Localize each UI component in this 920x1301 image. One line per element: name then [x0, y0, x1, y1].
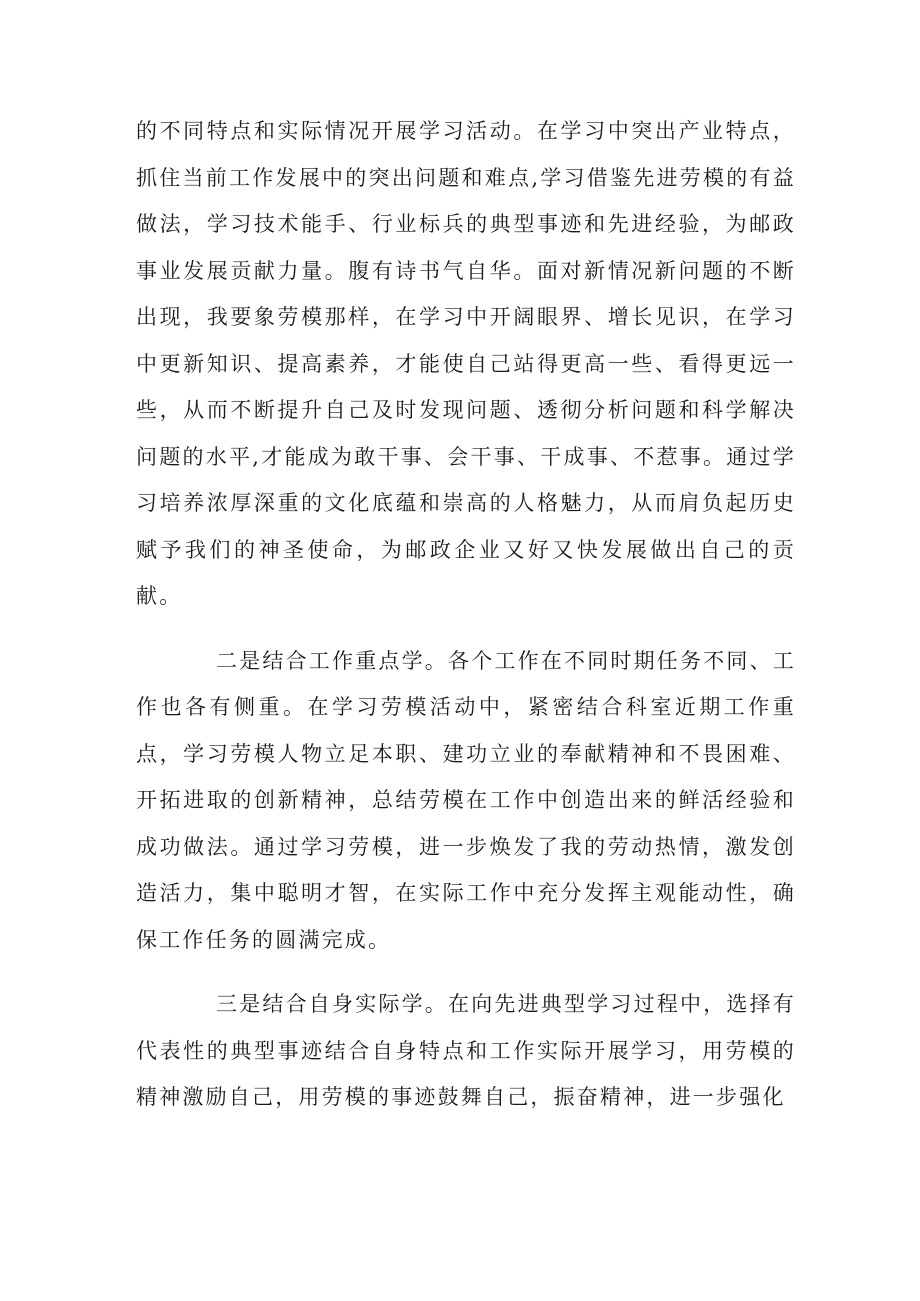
paragraph-self-practice: 三是结合自身实际学。在向先进典型学习过程中，选择有代表性的典型事迹结合自身特点和工作实际开展学习，用劳模的精神激励自己，用劳模的事迹鼓舞自己，振奋精神，进一步强化 [136, 992, 796, 1109]
document-body [136, 108, 796, 1121]
paragraph-work-focus: 二是结合工作重点学。各个工作在不同时期任务不同、工作也各有侧重。在学习劳模活动中，紧密结合科室近期工作重点，学习劳模人物立足本职、建功立业的奉献精神和不畏困难、开拓进取的创新精神，总结劳模在工作中创造出来的鲜活经验和成功做法。通过学习劳模，进一步焕发了我的劳动热情，激发创造活力，集中聪明才智，在实际工作中充分发挥主观能动性，确保工作任务的圆满完成。 [136, 648, 796, 952]
paragraph-continuation: 的不同特点和实际情况开展学习活动。在学习中突出产业特点，抓住当前工作发展中的突出问题和难点,学习借鉴先进劳模的有益做法，学习技术能手、行业标兵的典型事迹和先进经验，为邮政事业发展贡献力量。腹有诗书气自华。面对新情况新问题的不断出现，我要象劳模那样，在学习中开阔眼界、增长见识，在学习中更新知识、提高素养，才能使自己站得更高一些、看得更远一些，从而不断提升自己及时发现问题、透彻分析问题和科学解决问题的水平,才能成为敢干事、会干事、干成事、不惹事。通过学习培养浓厚深重的文化底蕴和崇高的人格魅力，从而肩负起历史赋予我们的神圣使命，为邮政企业又好又快发展做出自己的贡献。 [136, 119, 796, 608]
